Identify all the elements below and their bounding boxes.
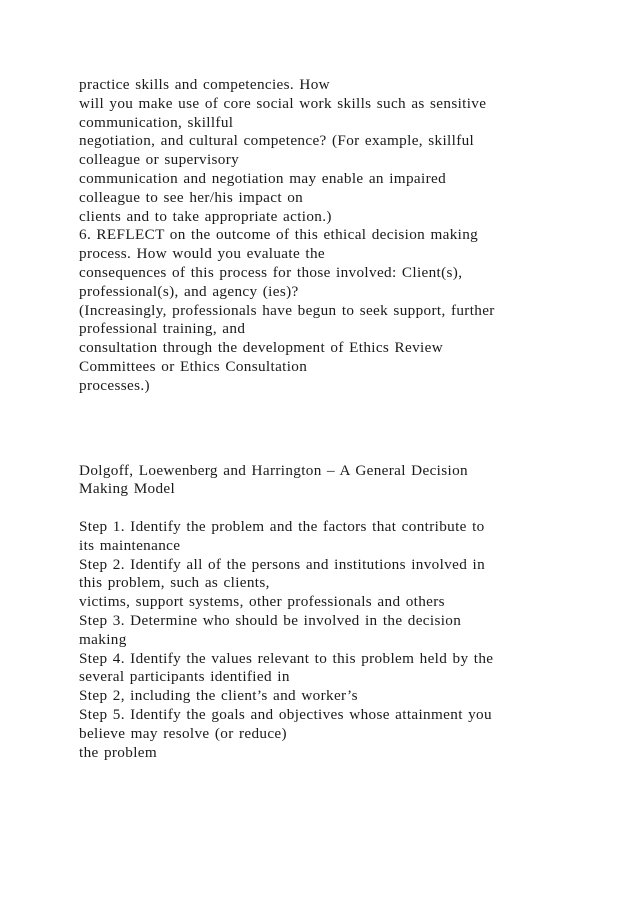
text-line: 6. REFLECT on the outcome of this ethical decision making [79, 226, 479, 244]
text-line: colleague to see her/his impact on [79, 188, 304, 206]
blank-space [79, 396, 619, 462]
text-line: professional training, and [79, 320, 246, 338]
step-line: Step 2, including the client’s and worker’s [79, 687, 358, 705]
text-line: communication and negotiation may enable an impaired [79, 169, 447, 187]
step-line: Step 4. Identify the values relevant to this problem held by the [79, 649, 494, 667]
paragraph-ethics-practice [79, 76, 619, 396]
step-line: its maintenance [79, 536, 181, 554]
heading-line: Making Model [79, 480, 176, 498]
text-line: Committees or Ethics Consultation [79, 357, 308, 375]
text-line: professional(s), and agency (ies)? [79, 282, 299, 300]
step-line: Step 1. Identify the problem and the factors that contribute to [79, 517, 485, 535]
text-line: colleague or supervisory [79, 151, 240, 169]
text-line: negotiation, and cultural competence? (For example, skillful [79, 132, 475, 150]
text-line: processes.) [79, 376, 150, 394]
text-line: will you make use of core social work skills such as sensitive [79, 94, 487, 112]
step-line: victims, support systems, other professionals and others [79, 593, 445, 611]
section-heading [79, 462, 619, 500]
text-line: consultation through the development of Ethics Review [79, 339, 444, 357]
text-line: consequences of this process for those involved: Client(s), [79, 263, 463, 281]
step-line: this problem, such as clients, [79, 574, 270, 592]
step-line: Step 5. Identify the goals and objectives whose attainment you [79, 705, 492, 723]
document-text [79, 76, 619, 762]
text-line: clients and to take appropriate action.) [79, 207, 332, 225]
blank-space [79, 499, 619, 518]
step-line: Step 3. Determine who should be involved in the decision [79, 611, 462, 629]
step-line: believe may resolve (or reduce) [79, 724, 287, 742]
step-line: several participants identified in [79, 668, 290, 686]
step-line: making [79, 630, 127, 648]
step-line: Step 2. Identify all of the persons and institutions involved in [79, 555, 486, 573]
steps-list [79, 518, 619, 762]
step-line: the problem [79, 743, 158, 761]
text-line: process. How would you evaluate the [79, 245, 326, 263]
text-line: communication, skillful [79, 113, 234, 131]
text-line: practice skills and competencies. How [79, 76, 330, 93]
text-line: (Increasingly, professionals have begun to seek support, further [79, 301, 495, 319]
heading-line: Dolgoff, Loewenberg and Harrington – A General Decision [79, 461, 468, 479]
